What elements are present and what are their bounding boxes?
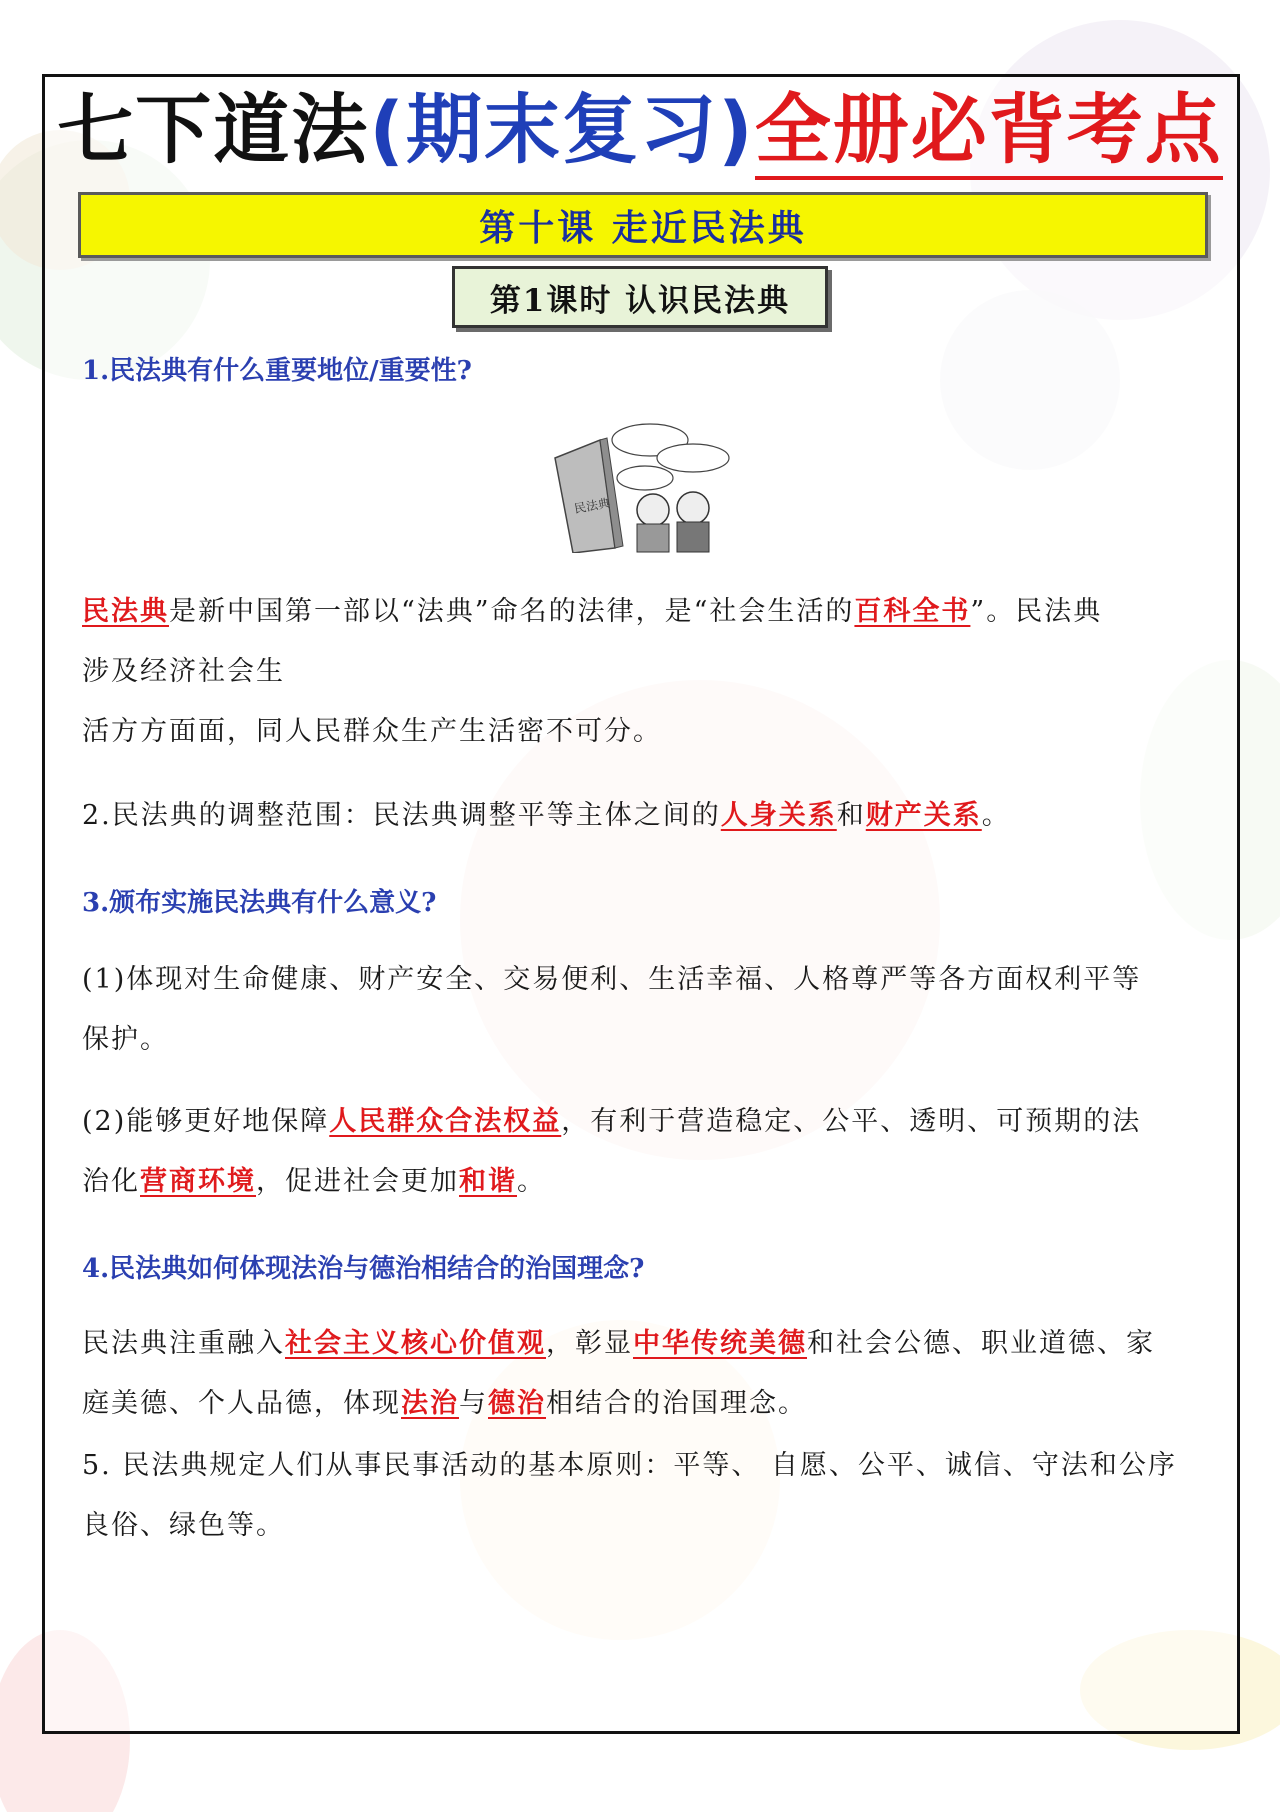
term-rule-of-law: 法治 — [401, 1388, 459, 1419]
answer-3-part-2 — [82, 1092, 1202, 1212]
answer-1-line-3: 活方方面面，同人民群众生产生活密不可分。 — [82, 716, 662, 747]
answer-3-part-1-line-1: (1)体现对生命健康、财产安全、交易便利、生活幸福、人格尊严等各方面权利平等 — [82, 964, 1142, 995]
term-personal-relations: 人身关系 — [720, 800, 837, 831]
answer-3-text-4: ，促进社会更加 — [256, 1166, 459, 1197]
point-2-end: 。 — [981, 800, 1011, 831]
term-rule-of-virtue: 德治 — [488, 1388, 546, 1419]
answer-4-text-1: 民法典注重融入 — [82, 1328, 285, 1359]
answer-4-text-6: 相结合的治国理念。 — [546, 1388, 807, 1419]
answer-3-text-5: 。 — [517, 1166, 546, 1197]
question-1: 1.民法典有什么重要地位/重要性? — [82, 356, 472, 386]
question-3: 3.颁布实施民法典有什么意义? — [82, 888, 437, 918]
answer-3-text-3: 治化 — [82, 1166, 140, 1197]
chapter-title-bar: 第十课 走近民法典 — [78, 192, 1208, 258]
point-2-line — [82, 786, 1202, 846]
point-5-line-2: 良俗、绿色等。 — [82, 1510, 285, 1541]
answer-3-text-2: ，有利于营造稳定、公平、透明、可预期的法 — [561, 1106, 1142, 1137]
term-traditional-virtues: 中华传统美德 — [633, 1328, 807, 1359]
point-5-line-1: 5. 民法典规定人们从事民事活动的基本原则：平等、 自愿、公平、诚信、守法和公序 — [82, 1450, 1177, 1481]
title-part-blue: (期末复习) — [369, 85, 755, 174]
answer-3-text-1: (2)能够更好地保障 — [82, 1106, 330, 1137]
answer-3-part-1 — [82, 950, 1202, 1070]
answer-3-part-2-line-2 — [82, 1152, 1202, 1212]
point-2-and: 和 — [836, 800, 866, 831]
answer-3-part-2-line-1 — [82, 1092, 1202, 1152]
answer-4 — [82, 1314, 1202, 1434]
answer-1-line-2: 涉及经济社会生 — [82, 656, 285, 687]
point-5 — [82, 1436, 1202, 1556]
title-part-black: 七下道法 — [57, 85, 370, 174]
answer-1 — [82, 582, 1202, 762]
answer-3-part-1-line-2: 保护。 — [82, 1024, 169, 1055]
answer-4-line-2 — [82, 1374, 1202, 1434]
term-business-environment: 营商环境 — [140, 1166, 256, 1197]
answer-4-line-1 — [82, 1314, 1202, 1374]
term-civil-code: 民法典 — [82, 596, 169, 627]
answer-1-text: 是新中国第一部以“法典”命名的法律，是“社会生活的 — [169, 596, 855, 627]
civil-code-cartoon-illustration — [545, 418, 735, 553]
answer-4-text-2: ，彰显 — [546, 1328, 633, 1359]
point-2-text: 2.民法典的调整范围：民法典调整平等主体之间的 — [82, 800, 721, 831]
question-4: 4.民法典如何体现法治与德治相结合的治国理念? — [82, 1254, 645, 1284]
term-property-relations: 财产关系 — [865, 800, 982, 831]
title-part-red: 全册必背考点 — [755, 85, 1223, 180]
term-core-values: 社会主义核心价值观 — [285, 1328, 546, 1359]
term-harmony: 和谐 — [459, 1166, 517, 1197]
answer-4-text-4: 庭美德、个人品德，体现 — [82, 1388, 401, 1419]
answer-1-line-1 — [82, 582, 1202, 642]
term-legal-rights: 人民群众合法权益 — [329, 1106, 562, 1137]
point-2 — [82, 786, 1202, 846]
page-title — [0, 82, 1280, 178]
illustration-book-label: 民法典 — [573, 495, 611, 516]
answer-1-text-end: ”。民法典 — [970, 596, 1103, 627]
lesson-title-box: 第1课时 认识民法典 — [452, 266, 828, 328]
term-encyclopedia: 百科全书 — [854, 596, 971, 627]
answer-4-text-3: 和社会公德、职业道德、家 — [807, 1328, 1155, 1359]
answer-4-text-5: 与 — [459, 1388, 488, 1419]
